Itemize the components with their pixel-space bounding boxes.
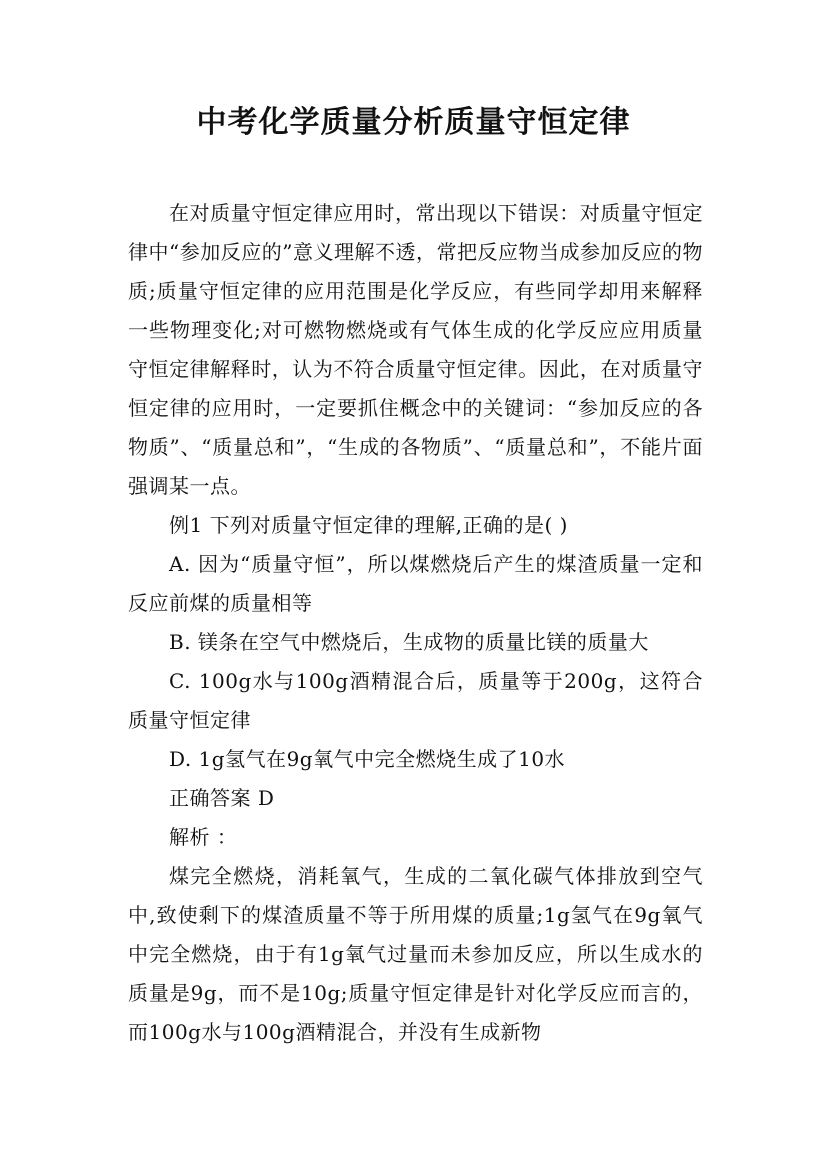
paragraph-analysis: 煤完全燃烧，消耗氧气，生成的二氧化碳气体排放到空气中,致使剩下的煤渣质量不等于所用煤的质量;1g氢气在9g氧气中完全燃烧，由于有1g氧气过量而未参加反应，所以生成水的质量是9g，而不是10g;质量守恒定律是针对化学反应而言的，而100g水与100g酒精混合，并没有生成新物	[128, 864, 703, 1044]
paragraph-option-b: B. 镁条在空气中燃烧后，生成物的质量比镁的质量大	[169, 630, 649, 654]
paragraph-answer: 正确答案 D	[169, 786, 275, 810]
paragraph-option-d: D. 1g氢气在9g氧气中完全燃烧生成了10水	[169, 747, 566, 771]
paragraph-option-a: A. 因为“质量守恒”，所以煤燃烧后产生的煤渣质量一定和反应前煤的质量相等	[128, 552, 703, 615]
document-title: 中考化学质量分析质量守恒定律	[196, 105, 631, 140]
paragraph-intro: 在对质量守恒定律应用时，常出现以下错误：对质量守恒定律中“参加反应的”意义理解不透，常把反应物当成参加反应的物质;质量守恒定律的应用范围是化学反应，有些同学却用来解释一些物理变化;对可燃物燃烧或有气体生成的化学反应应用质量守恒定律解释时，认为不符合质量守恒定律。因此，在对质量守恒定律的应用时，一定要抓住概念中的关键词：“参加反应的各物质”、“质量总和”，“生成的各物质”、“质量总和”，不能片面强调某一点。	[128, 201, 703, 498]
document-body	[128, 194, 703, 1052]
paragraph-example-question: 例1 下列对质量守恒定律的理解,正确的是( )	[169, 513, 568, 537]
paragraph-analysis-heading: 解析 ：	[169, 825, 238, 849]
paragraph-option-c: C. 100g水与100g酒精混合后，质量等于200g，这符合质量守恒定律	[128, 669, 703, 732]
